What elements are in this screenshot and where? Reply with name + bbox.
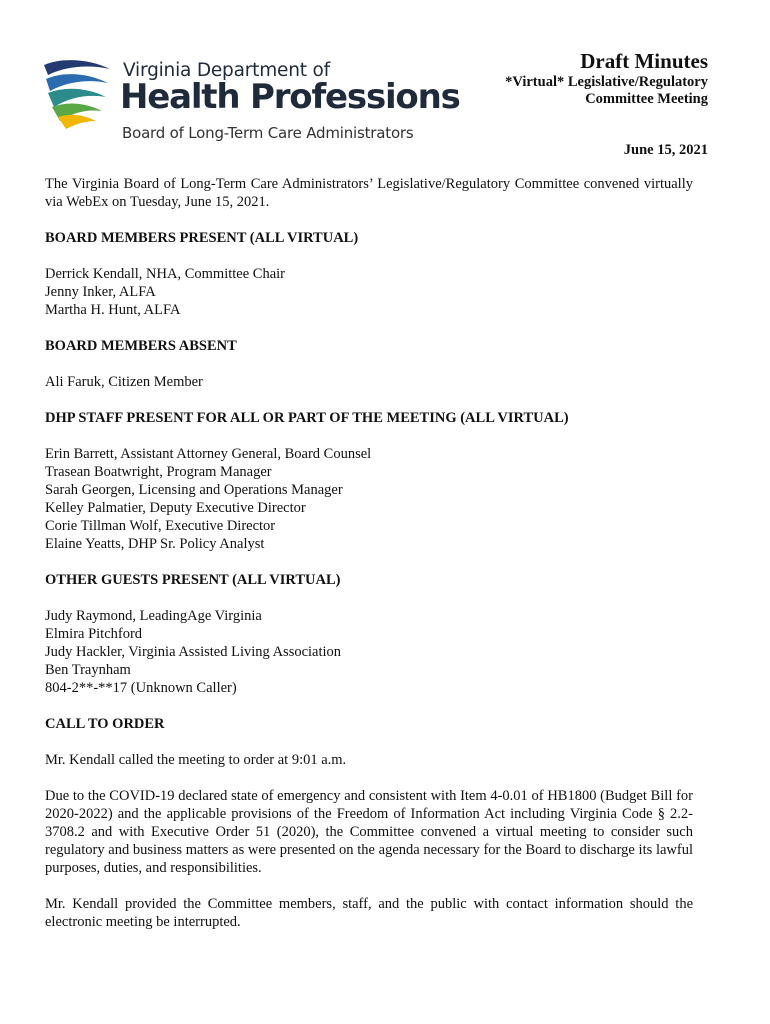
section-heading: OTHER GUESTS PRESENT (ALL VIRTUAL) [45,572,341,588]
list-item: Corie Tillman Wolf, Executive Director [45,518,276,534]
list-item: Elaine Yeatts, DHP Sr. Policy Analyst [45,536,265,552]
list-item: Ali Faruk, Citizen Member [45,374,203,390]
contact-info-paragraph: Mr. Kendall provided the Committee members, staff, and the public with contact information should the electronic meeting be interrupted. [45,896,693,930]
attendee-list [45,373,693,391]
section-members-present [45,229,693,319]
list-item: Elmira Pitchford [45,626,143,642]
section-heading: CALL TO ORDER [45,716,165,732]
section-guests-present [45,571,693,697]
meeting-date: June 15, 2021 [623,142,708,158]
list-item: Judy Hackler, Virginia Assisted Living Association [45,644,342,660]
meeting-subtitle-line1: *Virtual* Legislative/Regulatory [505,74,708,90]
list-item: Sarah Georgen, Licensing and Operations Manager [45,482,343,498]
section-heading: DHP STAFF PRESENT FOR ALL OR PART OF THE MEETING (ALL VIRTUAL) [45,410,569,426]
section-call-to-order [45,715,693,931]
list-item: Derrick Kendall, NHA, Committee Chair [45,266,285,282]
dhp-swoosh-logo-icon [42,59,112,129]
attendee-list [45,607,693,697]
meeting-subtitle [505,74,708,108]
logo-board-text: Board of Long-Term Care Administrators [122,124,414,142]
logo-agency-text: Health Professions [120,77,460,117]
list-item: 804-2**-**17 (Unknown Caller) [45,680,237,696]
list-item: Judy Raymond, LeadingAge Virginia [45,608,262,624]
attendee-list [45,265,693,319]
section-heading: BOARD MEMBERS PRESENT (ALL VIRTUAL) [45,230,359,246]
logo-department-text: Virginia Department of [123,60,330,81]
covid-authority-paragraph: Due to the COVID-19 declared state of emergency and consistent with Item 4-0.01 of HB1800 (Budget Bill for 2020-2022) and the applicable provisions of the Freedom of Information Act including Virginia Code § 2.2-3708.2 and with Executive Order 51 (2020), the Committee convened a virtual meeting to consider such regulatory and business matters as were presented on the agenda necessary for the Board to discharge its lawful purposes, duties, and responsibilities. [45,788,693,876]
intro-paragraph: The Virginia Board of Long-Term Care Administrators’ Legislative/Regulatory Committee convened virtually via WebEx on Tuesday, June 15, 2021. [45,176,693,210]
list-item: Martha H. Hunt, ALFA [45,302,181,318]
meeting-subtitle-line2: Committee Meeting [585,91,708,107]
document-title: Draft Minutes [580,49,708,73]
attendee-list [45,445,693,553]
dhp-logo [42,56,460,146]
list-item: Erin Barrett, Assistant Attorney General, Board Counsel [45,446,372,462]
list-item: Trasean Boatwright, Program Manager [45,464,272,480]
minutes-body [45,175,693,949]
section-members-absent [45,337,693,391]
list-item: Kelley Palmatier, Deputy Executive Director [45,500,306,516]
call-to-order-paragraph: Mr. Kendall called the meeting to order at 9:01 a.m. [45,752,347,768]
list-item: Jenny Inker, ALFA [45,284,156,300]
section-heading: BOARD MEMBERS ABSENT [45,338,237,354]
section-staff-present [45,409,693,553]
list-item: Ben Traynham [45,662,131,678]
